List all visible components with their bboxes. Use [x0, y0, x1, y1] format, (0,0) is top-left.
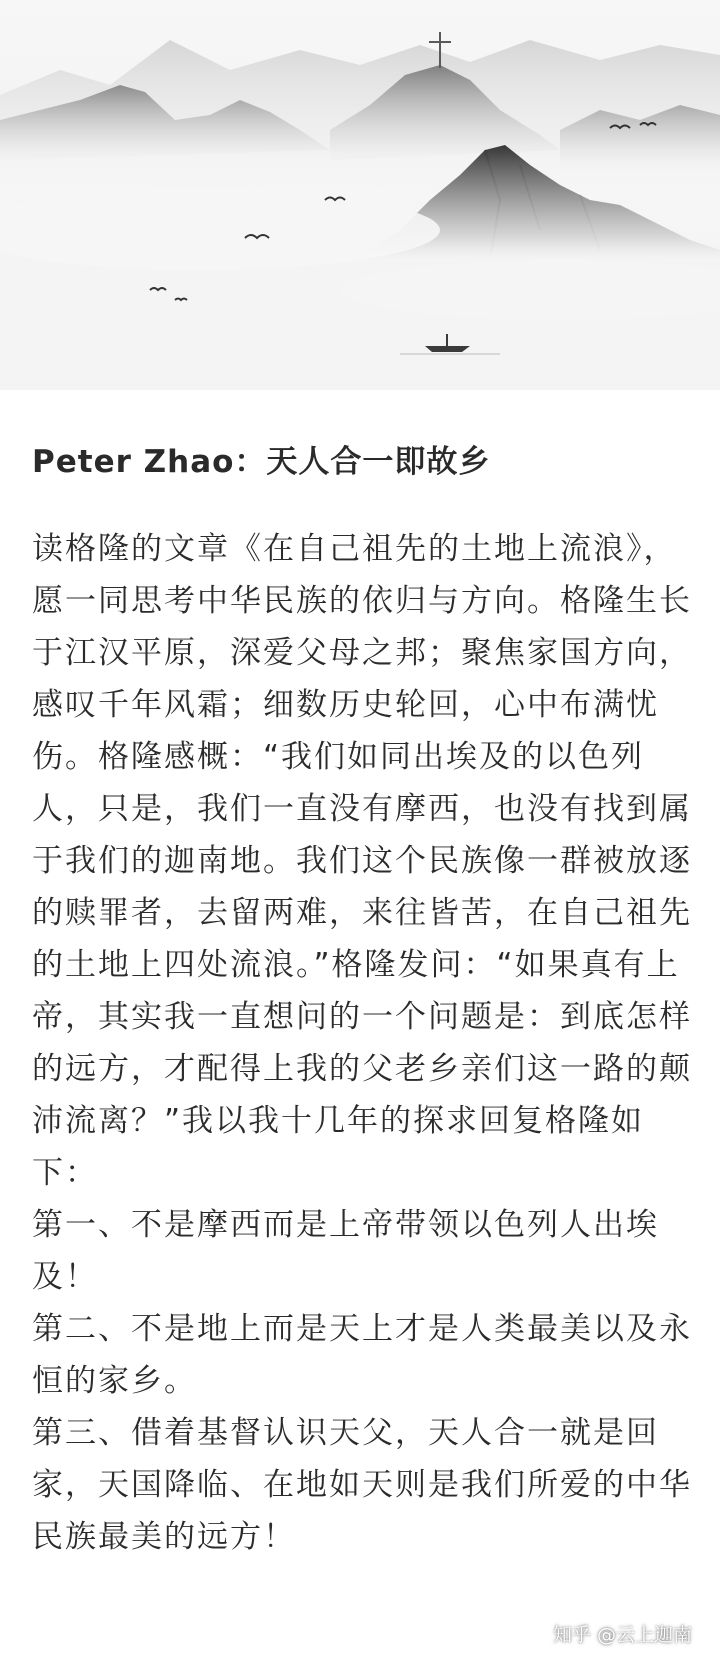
article-body [32, 523, 692, 1563]
zhihu-watermark: 知乎 @云上迦南 [552, 1624, 692, 1646]
article-title: Peter Zhao：天人合一即故乡 [32, 444, 491, 480]
article-paragraph-intro: 读格隆的文章《在自己祖先的土地上流浪》，愿一同思考中华民族的依归与方向。格隆生长于江汉平原，深爱父母之邦；聚焦家国方向，感叹千年风霜；细数历史轮回，心中布满忧伤。格隆感概：“我们如同出埃及的以色列人，只是，我们一直没有摩西，也没有找到属于我们的迦南地。我们这个民族像一群被放逐的赎罪者，去留两难，来往皆苦，在自己祖先的土地上四处流浪。”格隆发问：“如果真有上帝，其实我一直想问的一个问题是：到底怎样的远方，才配得上我的父老乡亲们这一路的颠沛流离？”我以我十几年的探求回复格隆如下： [32, 531, 692, 1191]
article-paragraph-point-1: 第一、不是摩西而是上帝带领以色列人出埃及！ [32, 1207, 659, 1295]
article-paragraph-point-3: 第三、借着基督认识天父，天人合一就是回家，天国降临、在地如天则是我们所爱的中华民族最美的远方！ [32, 1415, 692, 1555]
ink-landscape-illustration [0, 0, 720, 390]
ink-landscape-banner [0, 0, 720, 390]
article-paragraph-point-2: 第二、不是地上而是天上才是人类最美以及永恒的家乡。 [32, 1311, 692, 1399]
